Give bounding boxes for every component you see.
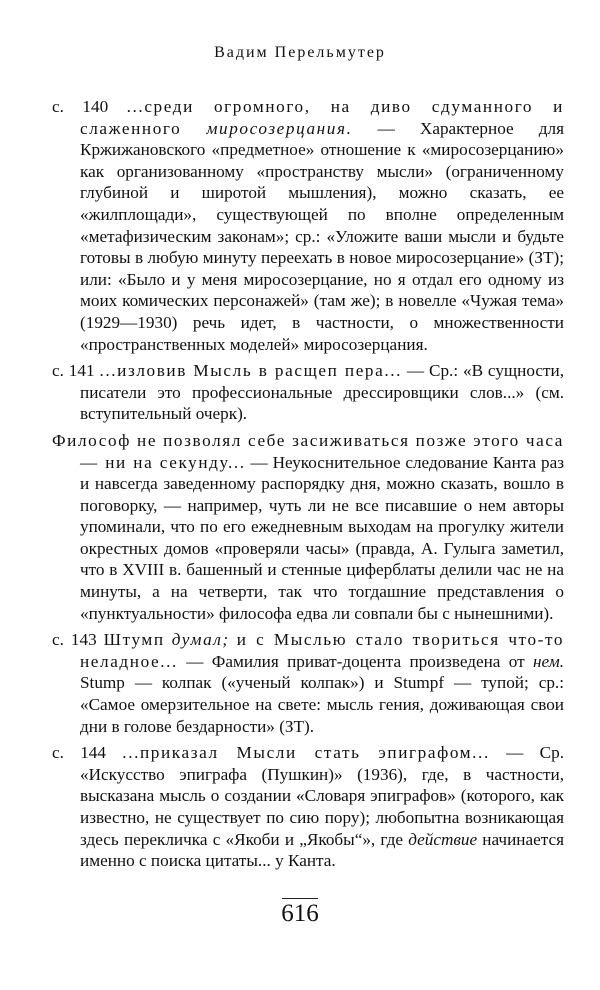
quoted-lemma: Философ не позволял себе засиживаться позже этого часа — ни на секунду...	[52, 430, 564, 472]
commentary-text	[52, 96, 564, 877]
note-body-italic: нем.	[533, 651, 564, 671]
note-entry-140	[52, 96, 564, 355]
quoted-lemma: ...приказал Мысли стать эпиграфом...	[122, 743, 490, 763]
page-number: 616	[281, 900, 319, 927]
note-body: — Характерное для Кржижановского «предметное» отношение к «миросозерцанию» как организованному «пространству мысли» (ограниченному глубиной и широтой мышления), можно сказать, ее «жилплощади», существующей по вполне определенным «метафизическим законам»; ср.: «Уложите ваши мысли и будьте готовы в любую минуту переехать в новое миросозерцание» (ЗТ); или: «Было и у меня миросозерцание, но я отдал его одному из моих комических персонажей» (там же); в новелле «Чужая тема» (1929—1930) речь идет, в частности, о множественности «пространственных моделей» миросозерцания.	[80, 118, 564, 354]
note-body: — Фамилия приват-доцента произведена от	[177, 651, 533, 671]
quoted-lemma: Штумп	[103, 630, 165, 650]
page-reference: с. 144	[52, 743, 106, 763]
note-body: — Ср.: «В сущности, писатели это профессиональные дрессировщики слов...» (см. вступительный очерк).	[80, 361, 564, 424]
note-body-continued: Stump — колпак («ученый колпак») и Stumpf — тупой; ср.: «Самое омерзительное на свете: мысль гения, доживающая свои дни в голове бездарности» (ЗТ).	[80, 673, 564, 736]
running-header: Вадим Перельмутер	[214, 44, 386, 61]
note-body-continued: начинается именно с поиска цитаты... у Канта.	[80, 829, 564, 871]
note-entry-144	[52, 742, 564, 872]
quoted-lemma-italic: миросозерцания.	[206, 118, 353, 138]
quoted-lemma-italic: думал;	[171, 630, 230, 650]
quoted-lemma: ...среди огромного, на диво сдуманного и слаженного	[80, 97, 564, 138]
note-body-italic: действие	[408, 829, 478, 849]
note-body: — Неукоснительное следование Канта раз и навсегда заведенному распорядку дня, можно сказать, вошло в поговорку, — например, чуть ли не все писавшие о нем авторы упоминали, что по его ежедневным выходам на прогулку жители окрестных домов «проверяли часы» (правда, А. Гулыга заметил, что в XVIII в. башенный и стенные циферблаты делили час не на минуты, а на четверти, так что тогдашние представления о «пунктуальности» философа едва ли совпали бы с нынешними).	[80, 452, 564, 623]
quoted-lemma: ...изловив Мысль в расщеп пера...	[99, 361, 403, 381]
note-entry-philosopher	[52, 430, 564, 624]
note-entry-141	[52, 360, 564, 425]
page-reference: с. 143	[52, 630, 97, 650]
page-number-rule	[282, 898, 318, 899]
page-reference: с. 140	[52, 97, 109, 116]
page-reference: с. 141	[52, 361, 95, 381]
note-body: — Ср. «Искусство эпиграфа (Пушкин)» (1936), где, в частности, высказана мысль о создании «Словаря эпиграфов» (которого, как известно, не существует по сию пору); любопытна возникающая здесь перекличка с «Якоби и „Якобы“», где	[80, 743, 564, 849]
quoted-lemma-continued: и с Мыслью стало твориться что-то неладное...	[80, 630, 565, 671]
note-entry-143	[52, 629, 564, 737]
